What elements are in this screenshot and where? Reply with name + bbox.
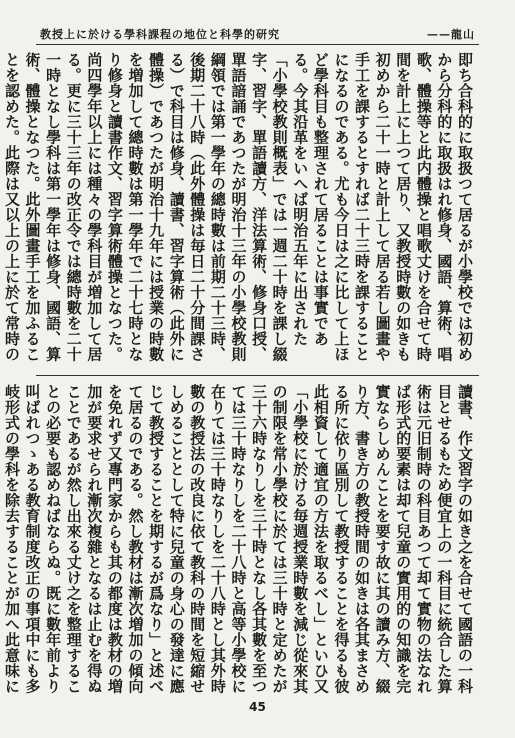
header-title: 教授上に於ける學科課程の地位と科學的研究: [40, 28, 280, 41]
page-number: 45: [249, 700, 266, 714]
header-author: ——龍山: [427, 28, 475, 41]
section-divider: [36, 375, 479, 376]
paragraph: 即ち合科的に取扱つて居るが小學校では初めから分科的に取扱はれ修身、國語、算術、唱歌、體操等と此内體操と唱歌丈けを合せて時間を計上に上つて居り、又教授時數の如きも初めから二十一時と計上して居る若し圖畫や手工を課するとすれば二十三時を課することになるのである。尤も今日は之に比して上ほど學科目も整理されて居ることは事實である。今其沿革をいへば明治五年に出された「小學校教則概表」では一週二十時を課し綴字、習字、單語讀方、洋法算術、修身口授、單語諳誦であつたが明治十三年の小學校教則綱領では第一學年の總時數は前期二十三時、後期二十八時（此外體操は毎日二十分間課さる）で科目は修身、讀書、習字算術（此外に體操）であつたが明治十九年には授業の時數を増加して總時數は第一學年で二十七時となり修身と讀書作文、習字算術體操となつた。尚四學年以上には種々の學科目が増加して居る。更に三十三年の改正令では總時數を二十一時となし學科は第一學年は修身、國語、算術、體操となつた。此外圖畫手工を加ふることを認めた。此際は又以上の上に於て常時の: [2, 52, 474, 362]
header-rule: [36, 44, 479, 45]
running-header: [40, 26, 475, 42]
paragraph: 讀書、作文習字の如き之を合せて國語の一科目とせるもため便宜上の一科目に統合した算術は元旧制時の科目あつて却て實物の法なれば形式的要素は却て兒童の實用的の知識を完實ならしめんことを要す故に其の讀み方、綴り方、書き方の教授時間の如きは各其まさめる所に依り區別して教授することを得るも彼此相資して適宜の方法を取るべし」といひ又「小學校に於ける毎週授業時數を減じ從來其の制限を常小學校に於ては三十時と定めたが三十六時なりしを三十時となし各其數を至つては三十時なりしを二十八時と高等小學校に在りては三十時なりしを二十八時とし其外時數の教授法の改良に依て教科の時間を短縮せしめることとして特に兒童の身心の發達に應じて教授することを期するが爲なり」と述べて居るのである。然し教材は漸次増加の傾向を免れず又專門家からも其の都度は教材の増加が要求せられ漸次複雜となるは止むを得ぬことであるが然し出來る丈け之を整理することの必要も認めねばならぬ。既に數年前より叫ばれつゝある教育制度改正の事項中にも多岐形式の學科を除去することが加へ此意味に: [2, 384, 474, 694]
text-section-bottom: [2, 384, 475, 694]
text-section-top: [2, 52, 475, 370]
